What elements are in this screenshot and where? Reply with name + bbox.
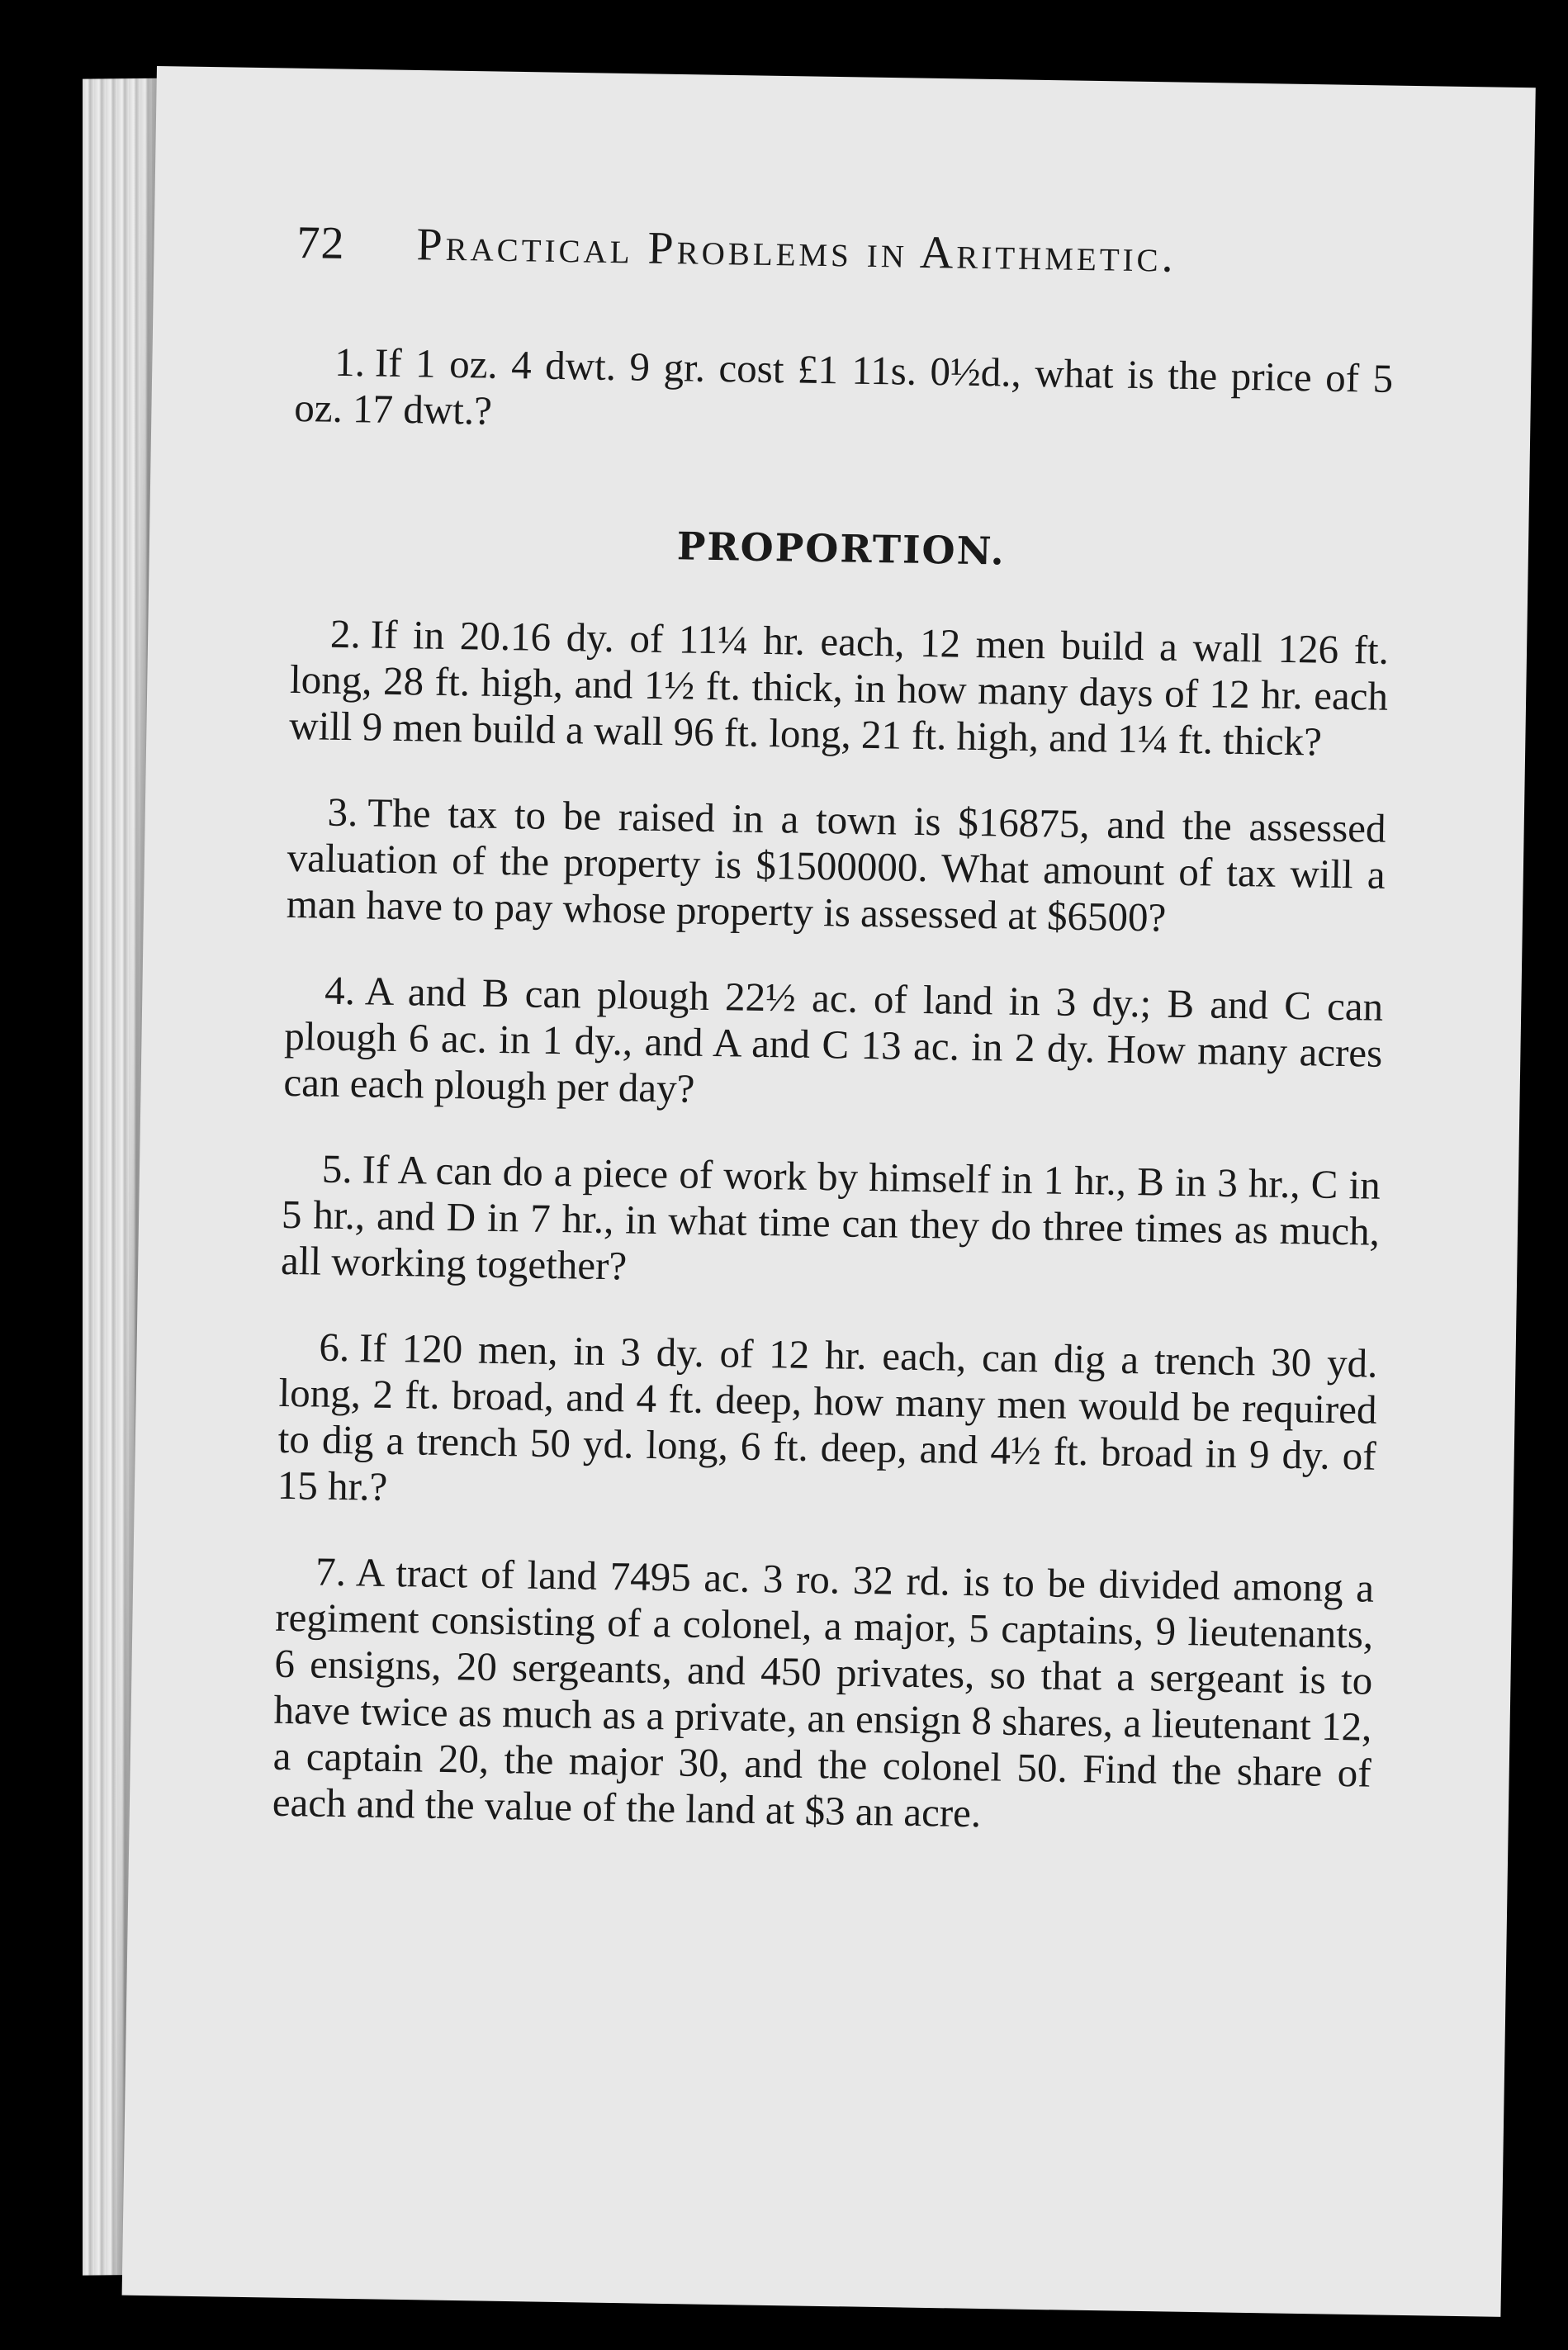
problem-text: The tax to be raised in a town is $16875, and the assessed valuation of the property is $1500000. What amount of tax will a man have to pay whose property is assessed at $6500? xyxy=(286,789,1386,940)
problem-6 xyxy=(277,1324,1377,1526)
problem-number: 3. xyxy=(327,789,358,836)
problem-2 xyxy=(289,610,1389,766)
problem-text: If 120 men, in 3 dy. of 12 hr. each, can dig a trench 30 yd. long, 2 ft. broad, and 4 ft. deep, how many men would be required to dig a trench 50 yd. long, 6 ft. deep, and 4½ ft. broad in 9 dy. of 15 hr.? xyxy=(277,1324,1378,1509)
problem-number: 4. xyxy=(324,967,356,1014)
running-head-title: Practical Problems in Arithmetic. xyxy=(415,219,1177,282)
problem-text: If in 20.16 dy. of 11¼ hr. each, 12 men build a wall 126 ft. long, 28 ft. high, and 1½ ft. thick, in how many days of 12 hr. each will 9 men build a wall 96 ft. long, 21 ft. high, and 1¼ ft. thick? xyxy=(288,611,1390,765)
page-content xyxy=(272,216,1560,1845)
problem-number: 1. xyxy=(334,339,366,386)
problem-number: 6. xyxy=(319,1324,350,1371)
problem-number: 5. xyxy=(321,1145,353,1192)
problem-text: A and B can plough 22½ ac. of land in 3 dy.; B and C can plough 6 ac. in 1 dy., and A and C 13 ac. in 2 dy. How many acres can each plough per day? xyxy=(283,968,1384,1111)
problem-1 xyxy=(294,339,1394,448)
section-title: PROPORTION. xyxy=(676,524,1007,574)
problem-text: If A can do a piece of work by himself in 1 hr., B in 3 hr., C in 5 hr., and D in 7 hr., in what time can they do three times as much, all working together? xyxy=(280,1146,1381,1289)
problem-text: A tract of land 7495 ac. 3 ro. 32 rd. is to be divided among a regiment consisting of a colonel, a major, 5 captains, 9 lieutenants, 6 ensigns, 20 sergeants, and 450 privates, so that a sergeant is to have twice as much as a private, an ensign 8 shares, a lieutenant 12, a captain 20, the major 30, and the colonel 50. Find the share of each and the value of the land at $3 an acre. xyxy=(272,1549,1375,1836)
problem-number: 7. xyxy=(315,1548,347,1595)
problem-3 xyxy=(286,789,1386,945)
problem-number: 2. xyxy=(329,610,362,657)
problem-text: If 1 oz. 4 dwt. 9 gr. cost £1 11s. 0½d., what is the price of 5 oz. 17 dwt.? xyxy=(293,339,1394,434)
problem-4 xyxy=(283,967,1383,1123)
problem-7 xyxy=(272,1548,1374,1843)
problem-5 xyxy=(281,1145,1381,1301)
page-number: 72 xyxy=(296,216,345,269)
